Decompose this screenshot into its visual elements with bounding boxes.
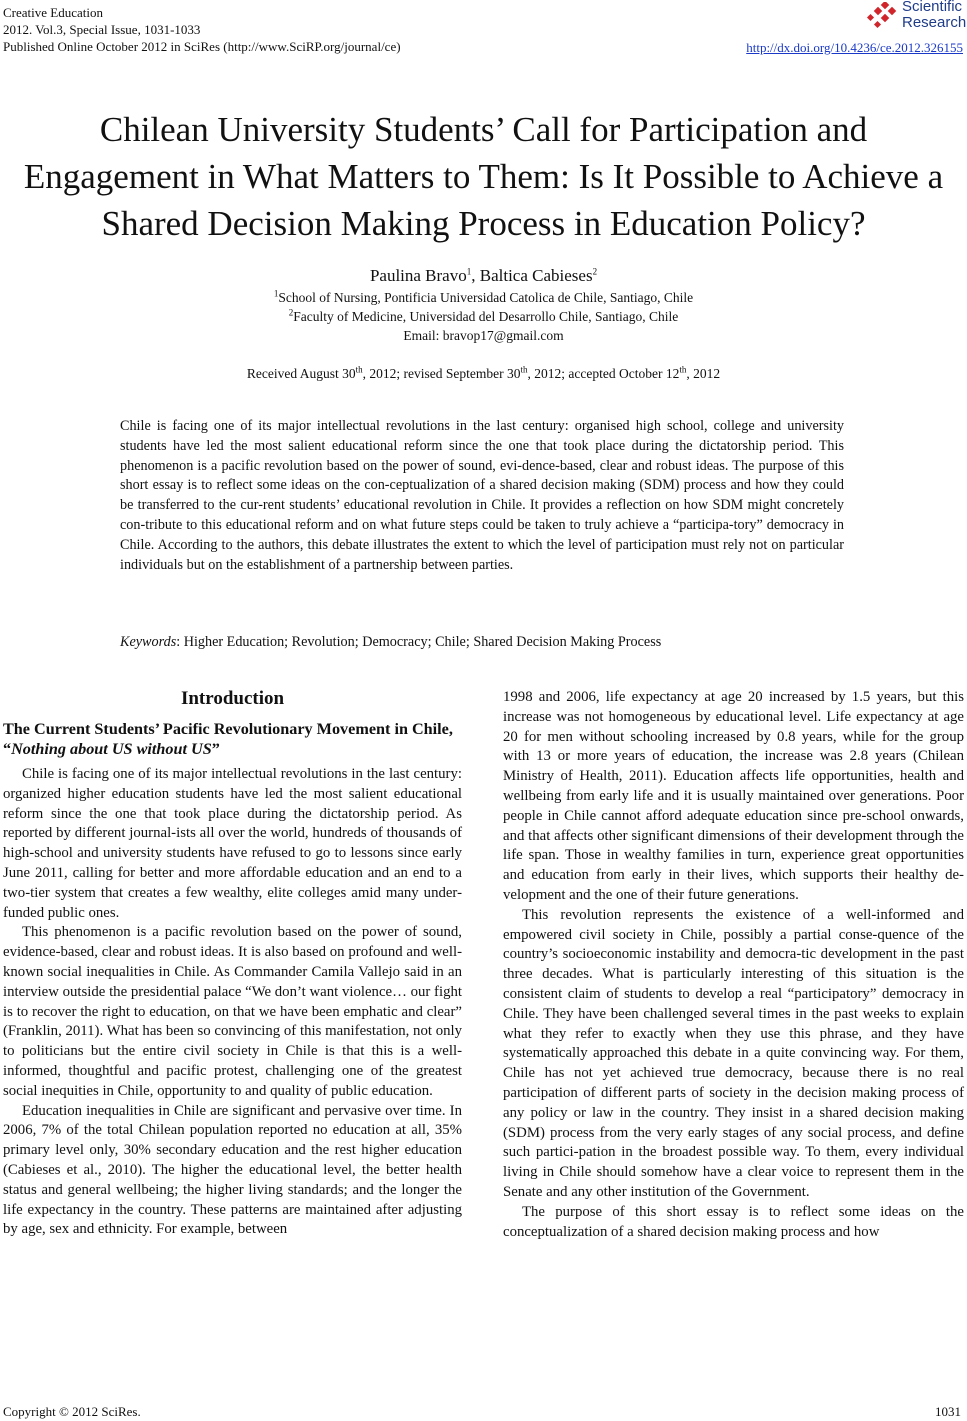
publication-info: Published Online October 2012 in SciRes (http://www.SciRP.org/journal/ce) <box>3 39 401 54</box>
body-paragraph: This phenomenon is a pacific revolution based on the power of sound, evidence-based, clear and robust ideas. It is also based on profound and well-known social inequalities in Chile. As Commander Camila Vallejo said in an interview outside the presidential palace “We don’t want violence… our fight is to recover the right to education, on that we have been emphatic and clear” (Franklin, 2011). What has been so convincing of this manifestation, not only to politicians but the entire civil society in Chile is that this is a well-informed, thoughtful and pacific protest, challenging one of the greatest social inequities in Chile, opportunity to and quality of public education. <box>3 924 462 1099</box>
subheading-text: The Current Students’ Pacific Revolutionary Movement in Chile, “ <box>3 720 453 758</box>
author-list <box>0 266 967 286</box>
logo-line-2: Research <box>902 14 967 31</box>
subheading-italic: Nothing about US without US <box>11 740 212 758</box>
ordinal-suffix: th <box>355 364 363 375</box>
year-text: , 2012 <box>686 366 721 381</box>
received-text: Received August 30 <box>246 366 356 381</box>
author-name: Paulina Bravo <box>369 266 467 285</box>
affiliation <box>0 309 967 325</box>
received-dates <box>0 366 967 382</box>
journal-issue: 2012. Vol.3, Special Issue, 1031-1033 <box>3 22 201 37</box>
doi-link[interactable]: http://dx.doi.org/10.4236/ce.2012.326155 <box>746 40 963 55</box>
subheading-close-quote: ” <box>211 740 220 758</box>
affiliation-text: Faculty of Medicine, Universidad del Desarrollo Chile, Santiago, Chile <box>293 309 679 324</box>
title-line: Chilean University Students’ Call for Participation and <box>99 110 868 149</box>
affiliation-mark: 2 <box>288 307 294 318</box>
keywords-label: Keywords <box>120 634 177 650</box>
revised-text: , 2012; revised September 30 <box>362 366 521 381</box>
subsection-heading <box>3 719 462 759</box>
journal-name: Creative Education <box>3 5 103 20</box>
body-paragraph: Chile is facing one of its major intellectual revolutions in the last century: organized higher education students have led the most salient educational reform since the one that took place during the dictatorship period. As reported by different journal-ists all over the world, hundreds of thousands of high-school and university students have refused to go to lessons since early June 2011, calling for better and more affordable education and an end to a two-tier system that creates a few wealthy, elite colleges amid many under-funded public ones. <box>3 766 462 921</box>
scientific-research-logo <box>866 0 967 35</box>
author-email[interactable]: Email: bravop17@gmail.com <box>403 328 564 343</box>
title-line: Shared Decision Making Process in Education Policy? <box>101 204 866 243</box>
keywords <box>120 634 661 651</box>
body-paragraph: 1998 and 2006, life expectancy at age 20 increased by 1.5 years, but this increase was not homogeneous by educational level. Life expectancy at age 20 for men without schooling increased by 0.8 years, while for the group with 13 or more years of education, the increase was 2.8 years (Chilean Ministry of Health, 2011). Education affects life opportunities, health and wellbeing from early life and it is usually maintained over generations. Poor people in Chile cannot afford adequate education since pre-school onwards, and that affects other significant dimensions of their development through the life span. Those in wealthy families in turn, experience great opportunities and education from early in their lives, which supports their healthy de-velopment and the one of their future generations. <box>503 689 964 903</box>
ordinal-suffix: th <box>520 364 528 375</box>
article-title <box>0 106 967 247</box>
logo-wordmark <box>902 0 966 31</box>
body-paragraph: Education inequalities in Chile are significant and pervasive over time. In 2006, 7% of the total Chilean population reported no education at all, 35% primary level only, 30% secondary education and the rest higher education (Cabieses et al., 2010). The higher the educational level, the better health status and general wellbeing; the higher living standards; and the longer the life expectancy in the country. These patterns are maintained after adjusting by age, sex and ethnicity. For example, between <box>3 1102 462 1238</box>
logo-icon <box>866 2 900 32</box>
affiliation-mark: 1 <box>273 288 279 299</box>
left-column <box>3 688 462 1240</box>
body-paragraph: The purpose of this short essay is to reflect some ideas on the conceptualization of a shared decision making process and how <box>503 1203 964 1240</box>
body-paragraph: This revolution represents the existence of a well-informed and empowered civil society in Chile, possibly a partial conse-quence of the country’s socioeconomic instability and democra-tic development in the past three decades. What is particularly interesting of this situation is the consistent claim of students to develop a real “participatory” democracy in Chile. They have been challenged several times in the past weeks to explain what they refer to exactly when they use this phrase, and they have systematically approached this debate in a quite convincing way. For them, Chile has not yet achieved true democracy, because there is no real participation of different parts of society in the decision making process of any policy or law in the country. They insist in a shared decision making (SDM) process from the very early stages of any social process, and define such partici-pation in the broadest possible way. To them, every individual living in Chile should somehow have a clear voice to represent them in the Senate and any other institution of the Government. <box>503 906 964 1200</box>
ordinal-suffix: th <box>679 364 687 375</box>
copyright-notice: Copyright © 2012 SciRes. <box>3 1404 141 1419</box>
author-name: Baltica Cabieses <box>479 266 593 285</box>
affiliation-text: School of Nursing, Pontificia Universidad Catolica de Chile, Santiago, Chile <box>278 290 694 305</box>
accepted-text: , 2012; accepted October 12 <box>527 366 680 381</box>
abstract: Chile is facing one of its major intellectual revolutions in the last century: organised high school, college and university students have led the most salient educational reform since the one that took place during the dictatorship period. This phenomenon is a pacific revolution based on the power of sound, evi-dence-based, clear and robust ideas. The purpose of this short essay is to reflect some ideas on the con-ceptualization of a shared decision making (SDM) process and how they could be transferred to the cur-rent students’ educational revolution in Chile. It provides a reflection on how SDM might concretely con-tribute to this educational reform and on what future steps could be taken to truly achieve a “participa-tory” democracy in Chile. According to the authors, this debate illustrates the extent to which the level of participation must rely not on particular individuals but on the establishment of a partnership between parties. <box>120 418 844 573</box>
journal-header <box>3 4 401 55</box>
author-separator: , <box>471 266 480 285</box>
title-line: Engagement in What Matters to Them: Is It Possible to Achieve a <box>23 157 944 196</box>
keywords-text: : Higher Education; Revolution; Democracy; Chile; Shared Decision Making Process <box>176 634 662 650</box>
logo-line-1: Scientific <box>902 0 963 15</box>
page-number: 1031 <box>935 1404 961 1419</box>
right-column <box>503 688 964 1242</box>
affiliation <box>0 290 967 306</box>
author-affil-mark: 1 <box>466 266 472 277</box>
section-heading: Introduction <box>180 688 285 709</box>
author-affil-mark: 2 <box>592 266 598 277</box>
